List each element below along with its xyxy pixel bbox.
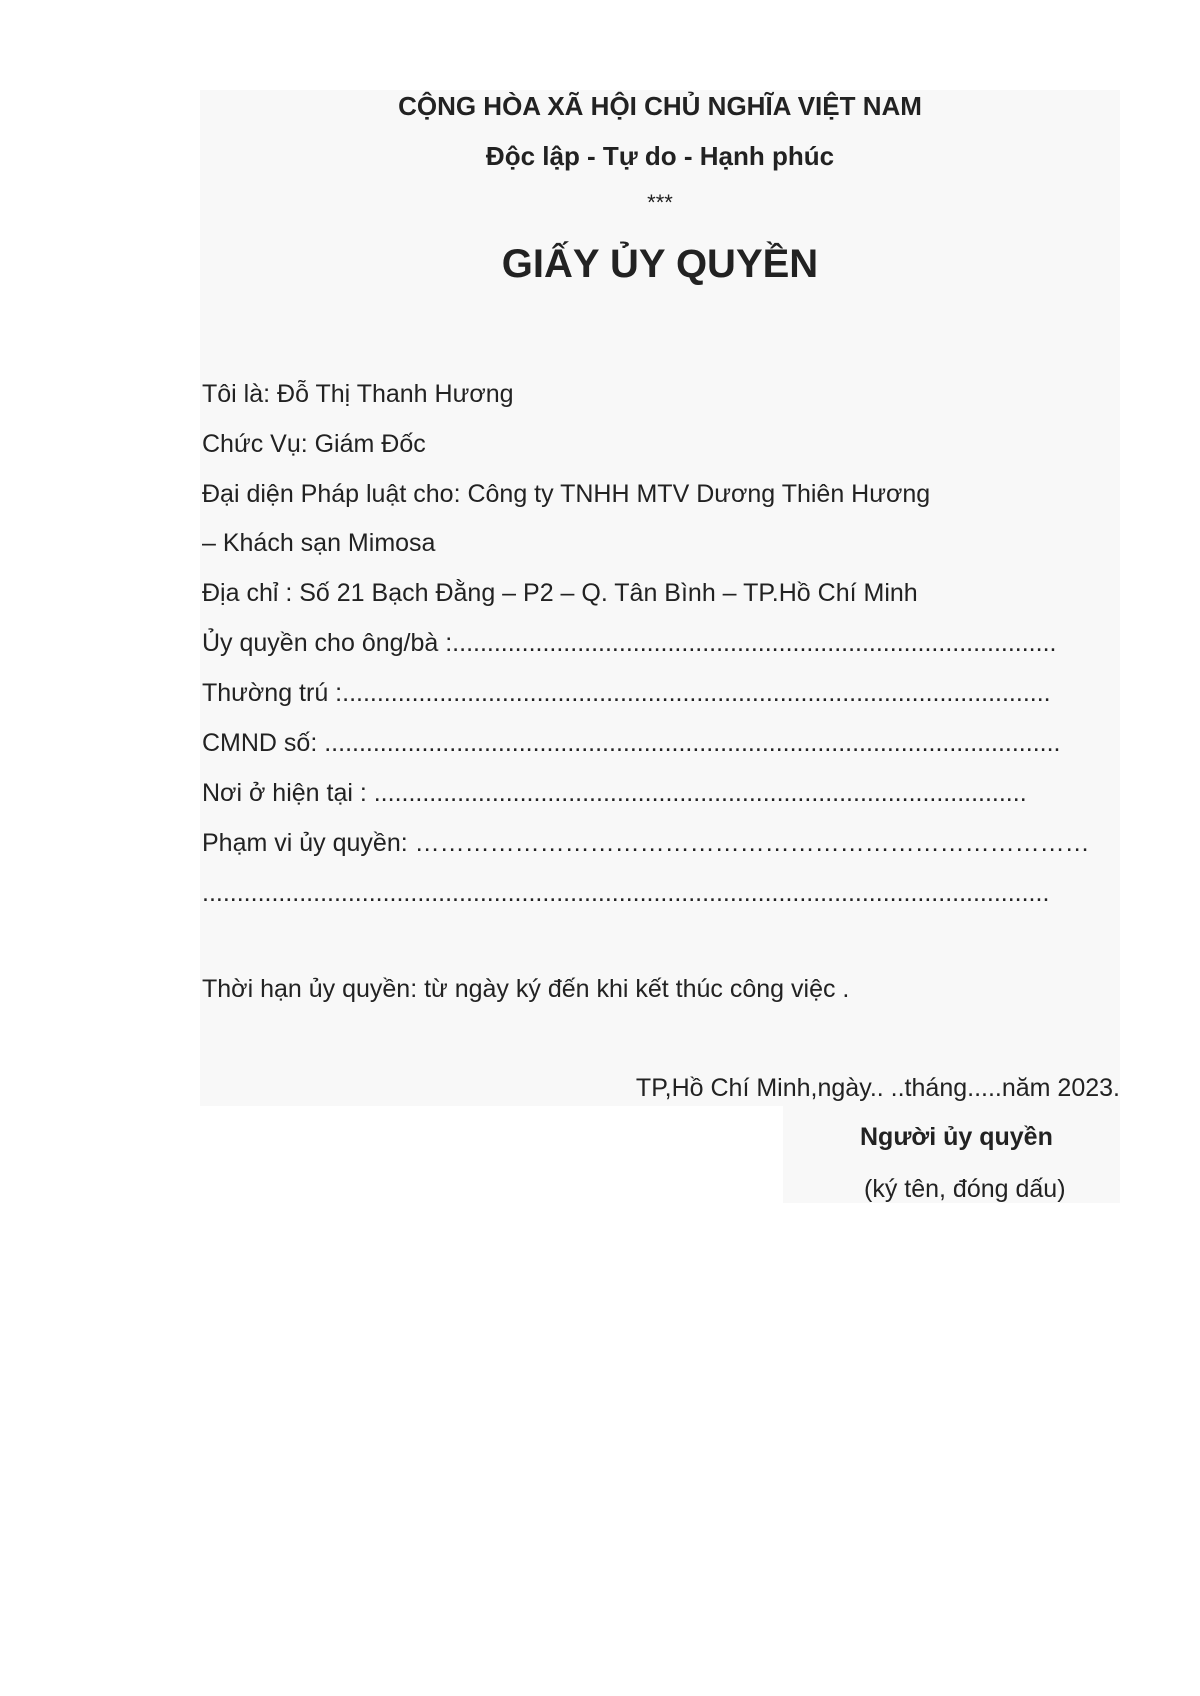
field-scope: Phạm vi ủy quyền: ……………………………………………………………………… bbox=[202, 829, 1090, 857]
signer-title: Người ủy quyền bbox=[860, 1123, 1053, 1151]
country-heading: CỘNG HÒA XÃ HỘI CHỦ NGHĨA VIỆT NAM bbox=[398, 91, 922, 121]
field-position: Chức Vụ: Giám Đốc bbox=[202, 430, 426, 458]
signer-note: (ký tên, đóng dấu) bbox=[864, 1175, 1066, 1203]
field-address: Địa chỉ : Số 21 Bạch Đằng – P2 – Q. Tân Bình – TP.Hồ Chí Minh bbox=[202, 579, 918, 607]
field-current-address: Nơi ở hiện tại : .............................................................................................. bbox=[202, 779, 1027, 807]
place-date: TP,Hồ Chí Minh,ngày.. ..tháng.....năm 2023. bbox=[635, 1074, 1120, 1102]
field-duration: Thời hạn ủy quyền: từ ngày ký đến khi kết thúc công việc . bbox=[202, 975, 850, 1003]
field-name: Tôi là: Đỗ Thị Thanh Hương bbox=[202, 380, 514, 408]
field-representative: Đại diện Pháp luật cho: Công ty TNHH MTV Dương Thiên Hương bbox=[202, 480, 931, 508]
separator-stars: *** bbox=[647, 190, 673, 215]
field-delegate: Ủy quyền cho ông/bà :....................................................................................... bbox=[202, 629, 1057, 657]
field-id-number: CMND số: .......................................................................................................... bbox=[202, 729, 1061, 757]
field-scope-continued: .......................................................................................................................... bbox=[202, 879, 1050, 907]
field-residence: Thường trú :...................................................................................................... bbox=[202, 679, 1051, 707]
document-title: GIẤY ỦY QUYỀN bbox=[501, 242, 819, 286]
motto-heading: Độc lập - Tự do - Hạnh phúc bbox=[485, 141, 835, 171]
field-representative-continued: – Khách sạn Mimosa bbox=[202, 529, 436, 557]
